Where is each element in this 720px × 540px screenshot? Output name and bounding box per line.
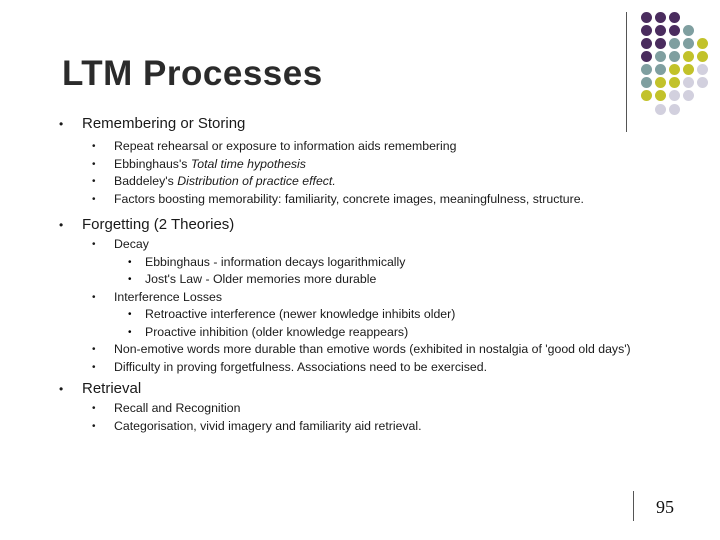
bullet-icon: • <box>92 420 96 432</box>
item-text: Difficulty in proving forgetfulness. Associations need to be exercised. <box>114 359 487 374</box>
item-text: Factors boosting memorability: familiarity, concrete images, meaningfulness, structure. <box>114 191 584 206</box>
dot-purple <box>655 25 666 36</box>
bullet-icon: • <box>92 193 96 205</box>
item-text-prefix: Ebbinghaus's <box>114 156 191 171</box>
heading-text: Remembering or Storing <box>82 115 246 132</box>
dot-olive <box>697 51 708 62</box>
dot-teal <box>641 77 652 88</box>
dot-teal <box>641 64 652 75</box>
page-number: 95 <box>656 497 674 517</box>
dot-purple <box>655 38 666 49</box>
bullet-icon: • <box>92 141 96 152</box>
bullet-icon: • <box>92 344 96 355</box>
page-number-divider-line <box>633 491 634 521</box>
item-text-emphasis: Distribution of practice effect. <box>177 174 336 188</box>
dot-purple <box>669 12 680 23</box>
bullet-icon: • <box>128 309 132 320</box>
section-heading <box>0 215 720 235</box>
bullet-icon: • <box>128 326 132 338</box>
list-item <box>0 341 720 359</box>
section-heading <box>0 114 720 134</box>
item-text: Categorisation, vivid imagery and familiarity aid retrieval. <box>114 418 422 433</box>
bullet-icon: • <box>92 361 96 373</box>
list-item <box>0 156 720 174</box>
item-text-emphasis: Total time hypothesis <box>190 156 306 171</box>
bullet-icon: • <box>128 256 132 268</box>
bullet-icon: • <box>128 274 132 285</box>
slide-title: LTM Processes <box>62 54 323 93</box>
dot-olive <box>697 38 708 49</box>
heading-text: Retrieval <box>82 380 142 397</box>
sub-item-text: Jost's Law - Older memories more durable <box>145 272 377 286</box>
dot-purple <box>669 25 680 36</box>
dot-teal <box>683 38 694 49</box>
bullet-icon: • <box>92 403 96 414</box>
dot-teal <box>655 64 666 75</box>
dot-olive <box>683 51 694 62</box>
dot-lavender <box>697 77 708 88</box>
bullet-icon: • <box>59 117 64 131</box>
list-item <box>0 173 720 191</box>
list-item <box>0 138 720 156</box>
heading-text: Forgetting (2 Theories) <box>82 216 235 233</box>
dot-teal <box>669 51 680 62</box>
dot-lavender <box>697 64 708 75</box>
dot-olive <box>655 90 666 101</box>
dot-purple <box>641 38 652 49</box>
bullet-icon: • <box>92 158 96 170</box>
item-text-prefix: Baddeley's <box>114 174 178 188</box>
sub-item-text: Retroactive interference (newer knowledge inhibits older) <box>145 307 456 321</box>
item-text: Decay <box>114 237 149 251</box>
dot-purple <box>641 25 652 36</box>
section-remembering <box>0 114 720 208</box>
sub-list-item <box>0 254 720 272</box>
dot-lavender <box>683 77 694 88</box>
list-item <box>0 418 720 436</box>
bullet-icon: • <box>59 382 64 396</box>
sub-list-item <box>0 271 720 289</box>
dot-olive <box>669 77 680 88</box>
list-item <box>0 289 720 307</box>
bullet-icon: • <box>92 176 96 187</box>
sub-list-item <box>0 306 720 324</box>
dot-teal <box>669 38 680 49</box>
dot-teal <box>683 25 694 36</box>
sub-item-text: Proactive inhibition (older knowledge reappears) <box>145 324 409 339</box>
bullet-icon: • <box>92 239 96 250</box>
item-text: Interference Losses <box>114 289 223 304</box>
dot-olive <box>655 77 666 88</box>
dot-purple <box>641 51 652 62</box>
dot-lavender <box>683 90 694 101</box>
sub-list-item <box>0 324 720 342</box>
list-item <box>0 400 720 418</box>
section-heading <box>0 379 720 399</box>
dot-olive <box>641 90 652 101</box>
dot-olive <box>683 64 694 75</box>
decorative-dot-grid <box>640 12 720 116</box>
bullet-icon: • <box>92 291 96 303</box>
bullet-icon: • <box>59 218 64 232</box>
slide-content <box>0 114 720 435</box>
dot-olive <box>669 64 680 75</box>
dot-teal <box>655 51 666 62</box>
sub-item-text: Ebbinghaus - information decays logarithmically <box>145 254 406 269</box>
list-item <box>0 359 720 377</box>
dot-purple <box>655 12 666 23</box>
item-text: Repeat rehearsal or exposure to information aids remembering <box>114 139 457 153</box>
list-item <box>0 236 720 254</box>
section-forgetting <box>0 215 720 376</box>
item-text: Non-emotive words more durable than emotive words (exhibited in nostalgia of 'good old days') <box>114 342 631 356</box>
dot-purple <box>641 12 652 23</box>
dot-lavender <box>669 90 680 101</box>
item-text: Recall and Recognition <box>114 401 241 415</box>
list-item <box>0 191 720 209</box>
section-retrieval <box>0 379 720 435</box>
